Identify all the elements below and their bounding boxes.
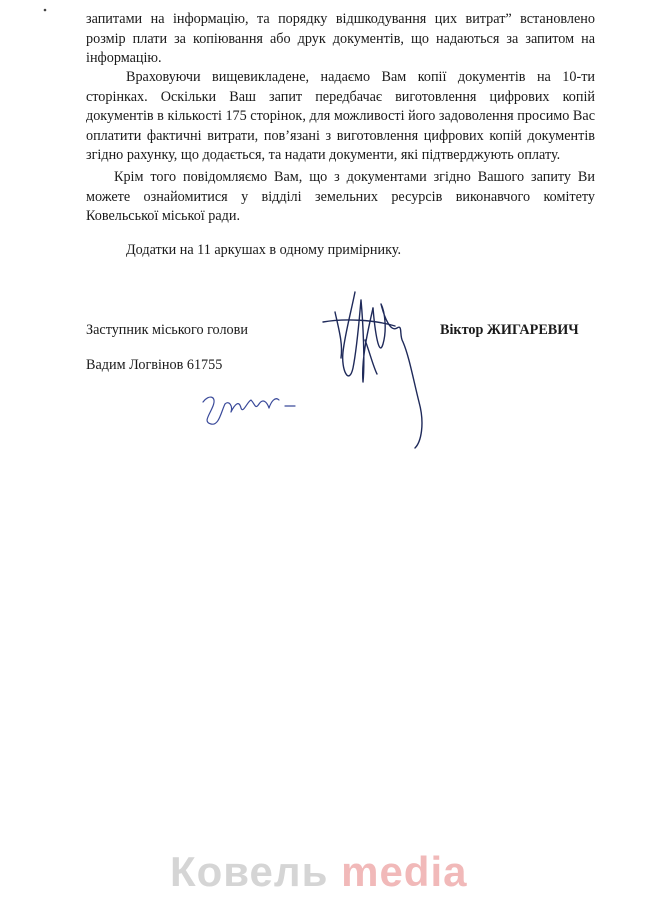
executor-signature bbox=[195, 382, 305, 432]
signatory-name: Віктор ЖИГАРЕВИЧ bbox=[440, 322, 579, 338]
annex-note: Додатки на 11 аркушах в одному примірнику. bbox=[126, 242, 401, 258]
watermark-part-1: Ковель bbox=[170, 848, 329, 895]
watermark bbox=[170, 848, 490, 896]
main-signature bbox=[315, 282, 435, 452]
executor-contact: Вадим Логвінов 61755 bbox=[86, 357, 223, 373]
watermark-part-2: media bbox=[341, 848, 468, 895]
signatory-position: Заступник міського голови bbox=[86, 322, 248, 338]
paragraph-2: Враховуючи вищевикладене, надаємо Вам копії документів на 10-ти сторінках. Оскільки Ваш запит передбачає виготовлення цифрових копій документів в кількості 175 сторінок, для можливості його задоволення просимо Вас оплатити фактичні витрати, пов’язані з виготовлення цифрових копій документів згідно рахунку, що додається, та надати документи, які підтверджують оплату. bbox=[86, 69, 595, 163]
paragraph-1: запитами на інформацію, та порядку відшкодування цих витрат” встановлено розмір плати за копіювання або друк документів, що надаються за запитом на інформацію. bbox=[86, 11, 595, 66]
paragraph-3: Крім того повідомляємо Вам, що з документами згідно Вашого запиту Ви можете ознайомитися у відділі земельних ресурсів виконавчого комітету Ковельської міської ради. bbox=[86, 169, 595, 224]
